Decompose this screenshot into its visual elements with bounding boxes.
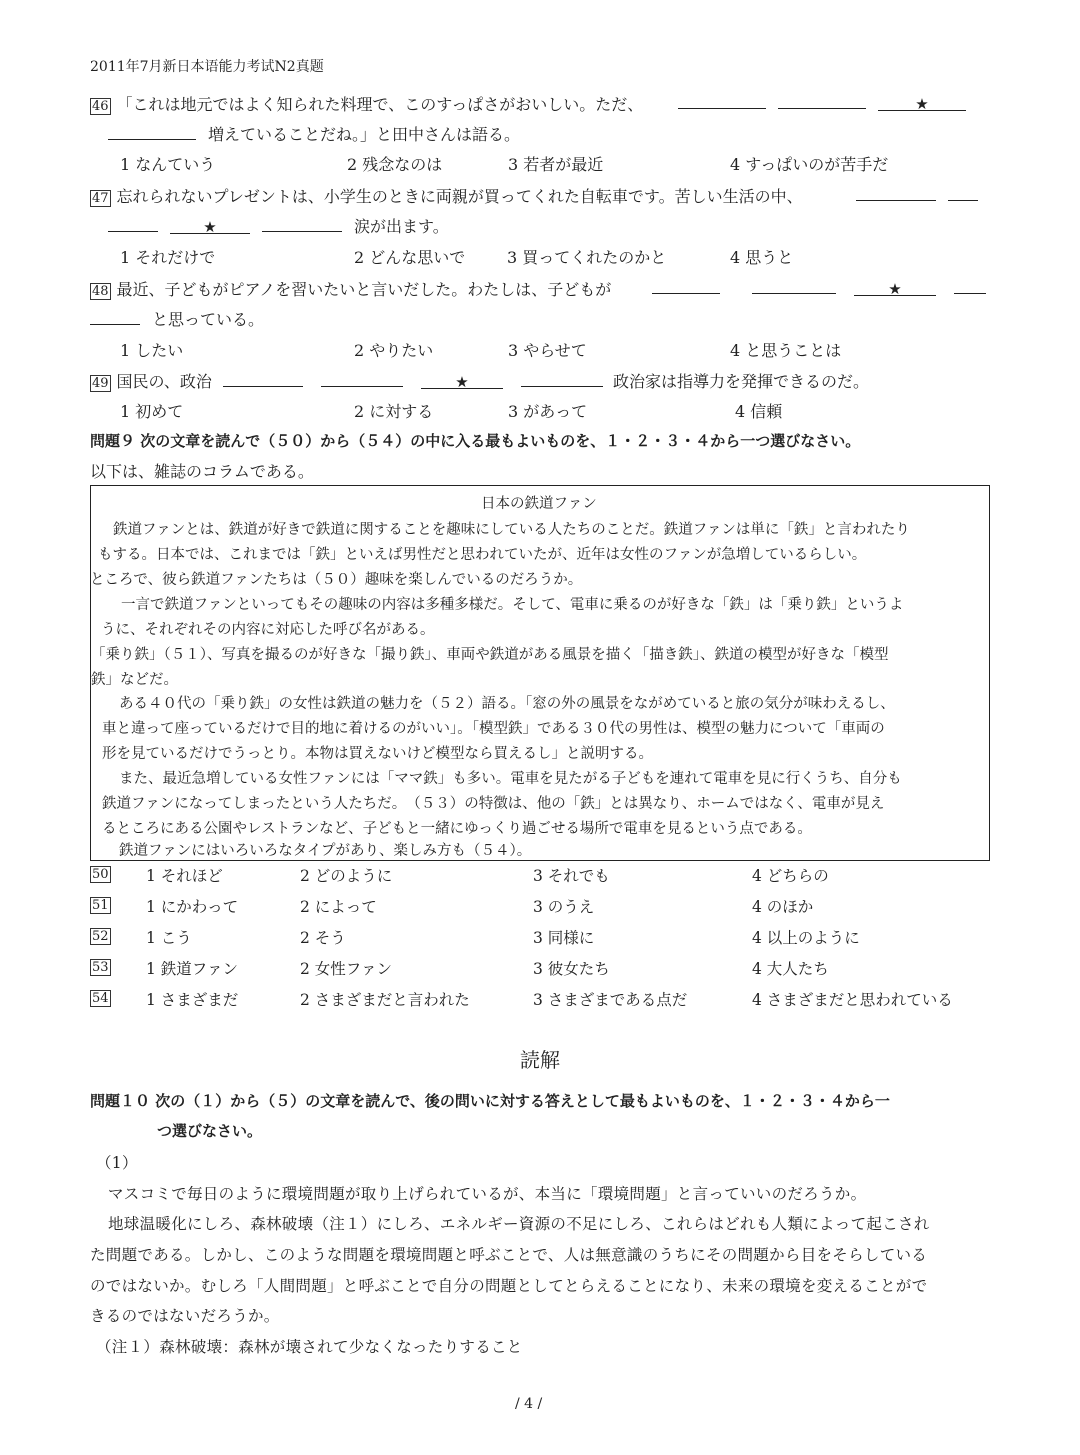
q53-number: 53 — [92, 960, 109, 975]
question-number: 46 — [92, 99, 109, 114]
q51-choice-3[interactable]: 3 のうえ — [533, 898, 595, 916]
star-icon: ★ — [203, 218, 217, 236]
footnote: （注１）森林破壊：森林が壊されて少なくなったりすること — [96, 1338, 523, 1356]
question-text: 涙が出ます。 — [354, 217, 449, 236]
column-line: 鉄道ファンになってしまったという人たちだ。 （５３）の特徴は、他の「鉄」とは異なり、ホームではなく、電車が見え — [102, 796, 885, 812]
column-line: るところにある公園やレストランなど、子どもと一緒にゆっくり過ごせる場所で電車を見るという点である。 — [102, 821, 812, 837]
passage-line: きるのではないだろうか。 — [90, 1307, 280, 1325]
q46-choice-1[interactable]: 1 なんていう — [120, 155, 216, 174]
column-line: 鉄」などだ。 — [91, 672, 178, 688]
q47-choice-2[interactable]: 2 どんな思いで — [354, 248, 466, 267]
column-line: 一言で鉄道ファンといってもその趣味の内容は多種多様だ。そして、電車に乗るのが好きな「鉄」は「乗り鉄」というよ — [121, 597, 904, 613]
answer-blank — [262, 215, 342, 232]
mondai9-intro: 以下は、雑誌のコラムである。 — [90, 462, 314, 481]
column-line: 鉄道ファンとは、鉄道が好きで鉄道に関することを趣味にしている人たちのことだ。鉄道ファンは単に「鉄」と言われたり — [113, 522, 910, 538]
column-title: 日本の鉄道ファン — [481, 496, 597, 512]
answer-blank — [856, 184, 936, 201]
q48-choice-2[interactable]: 2 やりたい — [354, 341, 434, 360]
column-box — [90, 485, 990, 861]
passage-line: た問題である。しかし、このような問題を環境問題と呼ぶことで、人は無意識のうちにその問題から目をそらしている — [90, 1246, 928, 1264]
answer-blank — [678, 92, 766, 109]
answer-blank — [223, 370, 303, 387]
question-text: 政治家は指導力を発揮できるのだ。 — [613, 372, 870, 391]
question-text: 忘れられないプレゼントは、小学生のときに両親が買ってくれた自転車です。苦しい生活の中、 — [116, 187, 803, 206]
q47-line2 — [108, 214, 449, 237]
q47-choice-1[interactable]: 1 それだけで — [120, 248, 216, 267]
q52-number: 52 — [92, 929, 109, 944]
q52-choice-3[interactable]: 3 同様に — [533, 929, 595, 947]
q52-choice-4[interactable]: 4 以上のように — [752, 929, 860, 947]
mondai9-instruction: 問題９ 次の文章を読んで（５０）から（５４）の中に入る最もよいものを、１・２・３・４から一つ選びなさい。 — [90, 432, 861, 450]
column-line: うに、それぞれその内容に対応した呼び名がある。 — [101, 622, 435, 638]
passage-line: マスコミで毎日のように環境問題が取り上げられているが、本当に「環境問題」と言っていいのだろうか。 — [108, 1185, 867, 1203]
answer-blank — [752, 277, 836, 294]
column-line: また、最近急増している女性ファンには「ママ鉄」も多い。電車を見たがる子どもを連れて電車を見に行くうち、自分も — [119, 771, 902, 787]
question-text: と思っている。 — [152, 310, 265, 329]
q53-choice-4[interactable]: 4 大人たち — [752, 960, 829, 978]
q54-choice-1[interactable]: 1 さまざまだ — [146, 991, 239, 1009]
q54-choice-4[interactable]: 4 さまざまだと思われている — [752, 991, 953, 1009]
q54-choice-2[interactable]: 2 さまざまだと言われた — [300, 991, 470, 1009]
answer-blank — [948, 184, 978, 201]
answer-blank — [108, 123, 196, 140]
question-47 — [90, 184, 803, 207]
q52-choice-2[interactable]: 2 そう — [300, 929, 346, 947]
q50-choice-3[interactable]: 3 それでも — [533, 867, 610, 885]
page-number: / 4 / — [515, 1396, 543, 1412]
q51-choice-4[interactable]: 4 のほか — [752, 898, 814, 916]
question-text: 国民の、政治 — [116, 372, 212, 391]
q53-choice-1[interactable]: 1 鉄道ファン — [146, 960, 238, 978]
column-line: ある４０代の「乗り鉄」の女性は鉄道の魅力を（５２）語る。「窓の外の風景をながめていると旅の気分が味わえるし、 — [119, 696, 895, 712]
star-icon: ★ — [455, 373, 469, 391]
q52-choice-1[interactable]: 1 こう — [146, 929, 192, 947]
q51-choice-1[interactable]: 1 にかわって — [146, 898, 239, 916]
answer-blank — [778, 92, 866, 109]
q48-blanks — [652, 277, 986, 298]
q46-line2 — [108, 122, 520, 145]
q54-number: 54 — [92, 991, 109, 1006]
star-icon: ★ — [888, 280, 902, 298]
question-49 — [90, 369, 869, 392]
question-number: 48 — [92, 284, 109, 299]
column-line: 形を見ているだけでうっとり。本物は買えないけど模型なら買えるし」と説明する。 — [102, 746, 653, 762]
q48-choice-4[interactable]: 4 と思うことは — [730, 341, 842, 360]
question-number: 49 — [92, 376, 109, 391]
q46-choice-4[interactable]: 4 すっぱいのが苦手だ — [730, 155, 889, 174]
q49-choice-2[interactable]: 2 に対する — [354, 402, 434, 421]
q54-choice-3[interactable]: 3 さまざまである点だ — [533, 991, 688, 1009]
answer-blank-star — [854, 279, 936, 296]
question-46 — [90, 92, 643, 115]
q47-choice-3[interactable]: 3 買ってくれたのかと — [507, 248, 667, 267]
q49-choice-1[interactable]: 1 初めて — [120, 402, 184, 421]
column-line: ところで、彼ら鉄道ファンたちは（５０）趣味を楽しんでいるのだろうか。 — [90, 572, 583, 588]
q50-choice-2[interactable]: 2 どのように — [300, 867, 393, 885]
q46-choice-2[interactable]: 2 残念なのは — [347, 155, 443, 174]
column-line: 車と違って座っているだけで目的地に着けるのがいい」。「模型鉄」である３０代の男性は、模型の魅力について「車両の — [102, 721, 885, 737]
column-line: 「乗り鉄」（５１）、写真を撮るのが好きな「撮り鉄」、車両や鉄道がある風景を描く「描き鉄」、鉄道の模型が好きな「模型 — [91, 647, 889, 663]
mondai10-instruction: 問題１０ 次の（１）から（５）の文章を読んで、後の問いに対する答えとして最もよいものを、１・２・３・４から一 — [90, 1092, 890, 1110]
column-line: 鉄道ファンにはいろいろなタイプがあり、楽しみ方も（５４）。 — [119, 843, 532, 859]
column-line: もする。日本では、これまでは「鉄」といえば男性だと思われていたが、近年は女性のファンが急増しているらしい。 — [98, 547, 867, 563]
q46-choice-3[interactable]: 3 若者が最近 — [508, 155, 604, 174]
q53-choice-3[interactable]: 3 彼女たち — [533, 960, 610, 978]
mondai10-instruction-cont: つ選びなさい。 — [157, 1122, 263, 1140]
answer-blank — [652, 277, 720, 294]
q47-blanks-a — [856, 184, 978, 205]
document-header: 2011年7月新日本语能力考试N2真题 — [90, 59, 324, 75]
question-text: 「これは地元ではよく知られた料理で、このすっぱさがおいしい。ただ、 — [116, 95, 644, 114]
star-icon: ★ — [915, 95, 929, 113]
question-text: 最近、子どもがピアノを習いたいと言いだした。わたしは、子どもが — [116, 280, 612, 299]
q48-choice-3[interactable]: 3 やらせて — [508, 341, 587, 360]
passage-line: 地球温暖化にしろ、森林破壊（注１）にしろ、エネルギー資源の不足にしろ、これらはどれも人類によって起こされ — [108, 1215, 930, 1233]
question-text: 増えていることだね。」と田中さんは語る。 — [208, 125, 521, 144]
answer-blank-star — [421, 372, 503, 389]
answer-blank-star — [878, 94, 966, 111]
answer-blank — [521, 370, 603, 387]
answer-blank — [321, 370, 403, 387]
q51-number: 51 — [92, 898, 109, 913]
q46-blanks — [678, 92, 978, 113]
q48-line2 — [90, 307, 264, 330]
q49-choice-4[interactable]: 4 信頼 — [735, 402, 783, 421]
section-title: 読解 — [520, 1048, 560, 1072]
q53-choice-2[interactable]: 2 女性ファン — [300, 960, 392, 978]
answer-blank — [108, 215, 158, 232]
q50-number: 50 — [92, 867, 109, 882]
q51-choice-2[interactable]: 2 によって — [300, 898, 377, 916]
answer-blank — [90, 308, 140, 325]
question-number: 47 — [92, 191, 109, 206]
passage-line: のではないか。むしろ「人間問題」と呼ぶことで自分の問題としてとらえることになり、未来の環境を変えることがで — [90, 1277, 928, 1295]
passage-number: （1） — [96, 1154, 138, 1172]
answer-blank-star — [170, 217, 250, 234]
q49-choice-3[interactable]: 3 があって — [508, 402, 588, 421]
q47-choice-4[interactable]: 4 思うと — [730, 248, 794, 267]
q48-choice-1[interactable]: 1 したい — [120, 341, 184, 360]
question-48 — [90, 277, 611, 300]
answer-blank — [954, 277, 986, 294]
q50-choice-1[interactable]: 1 それほど — [146, 867, 223, 885]
q50-choice-4[interactable]: 4 どちらの — [752, 867, 829, 885]
